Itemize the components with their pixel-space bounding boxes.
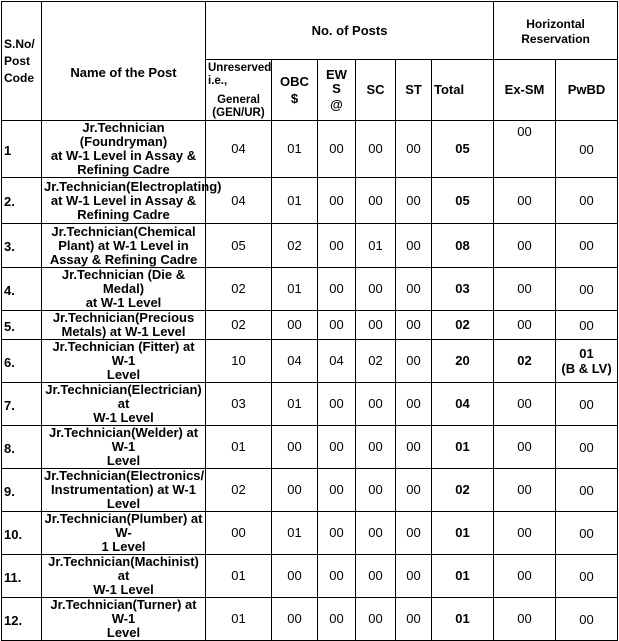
ews-cell: 00 (318, 383, 356, 426)
post-name-cell (42, 555, 206, 598)
exsm-cell: 00 (494, 383, 556, 426)
post-name-line: Jr.Technician(Electronics/ (44, 468, 205, 483)
pwbd-line: 01 (579, 346, 594, 361)
post-name-cell (42, 178, 222, 224)
ews-cell: 00 (318, 512, 356, 555)
post-code-cell: 1 (2, 121, 42, 178)
obc-cell: 00 (272, 426, 318, 469)
ur-cell: 01 (206, 555, 272, 598)
post-name-line: Level (106, 625, 141, 640)
total-cell: 03 (432, 268, 494, 311)
pwbd-line: 00 (579, 281, 594, 297)
ews-cell: 00 (318, 178, 356, 224)
obc-cell: 01 (272, 512, 318, 555)
post-name-line: Jr.Technician(Turner) at W-1 (50, 597, 197, 626)
st-cell: 00 (396, 383, 432, 426)
st-cell: 00 (396, 426, 432, 469)
pwbd-cell (556, 268, 618, 311)
post-name-cell (42, 383, 206, 426)
table-row (2, 598, 618, 641)
total-cell: 05 (432, 178, 494, 224)
post-code-cell: 6. (2, 340, 42, 383)
ews-cell: 00 (318, 426, 356, 469)
sc-cell: 00 (356, 512, 396, 555)
obc-cell: 00 (272, 555, 318, 598)
table-row (2, 426, 618, 469)
exsm-header: Ex-SM (494, 60, 556, 121)
pwbd-cell (556, 121, 618, 178)
sc-cell: 00 (356, 268, 396, 311)
table-row (2, 512, 618, 555)
exsm-cell: 00 (494, 311, 556, 340)
sno-header: S.No/ Post Code (2, 2, 42, 121)
exsm-cell: 00 (494, 268, 556, 311)
ur-cell: 04 (206, 178, 272, 224)
ur-cell: 05 (206, 224, 272, 268)
post-name-cell (42, 224, 206, 268)
total-cell: 08 (432, 224, 494, 268)
post-code-cell: 7. (2, 383, 42, 426)
post-code-cell: 11. (2, 555, 42, 598)
post-name-line: Jr.Technician (Die & Medal) (61, 267, 186, 296)
table-row (2, 469, 618, 512)
exsm-cell: 00 (494, 512, 556, 555)
posts-table (1, 1, 618, 641)
pwbd-line: 00 (579, 193, 594, 208)
ur-cell: 01 (206, 426, 272, 469)
post-name-line: Jr.Technician(Precious (52, 310, 195, 325)
pwbd-cell (556, 178, 618, 224)
ews-cell: 00 (318, 121, 356, 178)
name-header: Name of the Post (42, 2, 206, 121)
pwbd-cell (556, 512, 618, 555)
post-name-cell (42, 469, 206, 512)
total-cell: 01 (432, 555, 494, 598)
pwbd-cell (556, 311, 618, 340)
post-name-line: Jr.Technician(Chemical (51, 223, 196, 239)
st-cell: 00 (396, 469, 432, 512)
st-cell: 00 (396, 224, 432, 268)
pwbd-line: (B & LV) (561, 361, 612, 376)
st-cell: 00 (396, 311, 432, 340)
table-row (2, 311, 618, 340)
post-code-cell: 8. (2, 426, 42, 469)
pwbd-line: 00 (579, 141, 594, 157)
exsm-cell: 02 (494, 340, 556, 383)
post-code-cell: 4. (2, 268, 42, 311)
ews-cell: 00 (318, 555, 356, 598)
sc-cell: 00 (356, 121, 396, 178)
post-name-line: at W-1 Level in Assay & (50, 192, 197, 208)
obc-cell: 04 (272, 340, 318, 383)
obc-cell: 01 (272, 383, 318, 426)
pwbd-line: 00 (579, 439, 594, 455)
pwbd-cell (556, 383, 618, 426)
post-name-line: Level (106, 453, 141, 468)
total-cell: 01 (432, 598, 494, 641)
post-name-line: Jr.Technician (Fitter) at W-1 (52, 339, 195, 368)
total-cell: 01 (432, 512, 494, 555)
st-cell: 00 (396, 178, 432, 224)
sc-cell: 00 (356, 426, 396, 469)
exsm-cell: 00 (494, 224, 556, 268)
post-name-line: Plant) at W-1 Level in (58, 237, 189, 253)
post-name-line: W-1 Level (93, 410, 154, 425)
total-header: Total (432, 60, 494, 121)
total-cell: 01 (432, 426, 494, 469)
table-row (2, 224, 618, 268)
pwbd-cell (556, 340, 618, 383)
exsm-cell: 00 (494, 426, 556, 469)
post-code-cell: 5. (2, 311, 42, 340)
ews-cell: 00 (318, 268, 356, 311)
ur-cell: 02 (206, 268, 272, 311)
ur-cell: 03 (206, 383, 272, 426)
table-row (2, 383, 618, 426)
post-code-cell: 12. (2, 598, 42, 641)
sc-cell: 00 (356, 469, 396, 512)
post-name-cell (42, 268, 206, 311)
post-name-line: Jr.Technician (Foundryman) (79, 120, 168, 149)
post-name-line: Jr.Technician(Plumber) at W- (44, 511, 203, 540)
pwbd-cell (556, 224, 618, 268)
st-cell: 00 (396, 555, 432, 598)
total-cell: 20 (432, 340, 494, 383)
post-code-cell: 10. (2, 512, 42, 555)
st-cell: 00 (396, 598, 432, 641)
ur-cell: 02 (206, 311, 272, 340)
post-name-line: Jr.Technician(Electroplating) (44, 178, 222, 194)
exsm-cell: 00 (494, 178, 556, 224)
obc-cell: 01 (272, 178, 318, 224)
pwbd-line: 00 (579, 611, 594, 627)
obc-cell: 01 (272, 121, 318, 178)
post-name-cell (42, 340, 206, 383)
post-name-line: at W-1 Level in Assay & (50, 148, 197, 163)
post-name-line: at W-1 Level (85, 295, 162, 310)
obc-header: OBC $ (272, 60, 318, 121)
sc-cell: 00 (356, 383, 396, 426)
exsm-cell: 00 (494, 555, 556, 598)
st-cell: 00 (396, 512, 432, 555)
post-name-line: Jr.Technician(Machinist) at (48, 554, 199, 583)
post-name-line: Jr.Technician(Electrician) at (45, 382, 202, 411)
obc-cell: 02 (272, 224, 318, 268)
sc-cell: 00 (356, 311, 396, 340)
sc-cell: 01 (356, 224, 396, 268)
sc-cell: 00 (356, 555, 396, 598)
post-code-cell: 3. (2, 224, 42, 268)
pwbd-cell (556, 469, 618, 512)
pwbd-cell (556, 426, 618, 469)
post-code-cell: 9. (2, 469, 42, 512)
ur-cell: 01 (206, 598, 272, 641)
pwbd-cell (556, 555, 618, 598)
pwbd-line: 00 (579, 525, 594, 541)
table-row (2, 340, 618, 383)
ews-cell: 00 (318, 598, 356, 641)
total-cell: 04 (432, 383, 494, 426)
sc-cell: 00 (356, 598, 396, 641)
post-name-line: Assay & Refining Cadre (49, 251, 198, 267)
pwbd-line: 00 (579, 317, 594, 333)
horizontal-reservation-header: Horizontal Reservation (494, 2, 618, 60)
obc-cell: 00 (272, 469, 318, 512)
obc-cell: 00 (272, 311, 318, 340)
pwbd-line: 00 (579, 568, 594, 584)
ur-cell: 10 (206, 340, 272, 383)
post-name-cell (42, 598, 206, 641)
header-row-top (2, 2, 618, 60)
total-cell: 02 (432, 469, 494, 512)
sc-header: SC (356, 60, 396, 121)
post-name-line: Refining Cadre (77, 206, 170, 222)
st-cell: 00 (396, 121, 432, 178)
table-row (2, 121, 618, 178)
unreserved-header: Unreserved i.e., General (GEN/UR) (206, 60, 272, 121)
table-row (2, 555, 618, 598)
obc-cell: 00 (272, 598, 318, 641)
post-name-line: Refining Cadre (77, 162, 170, 177)
st-header: ST (396, 60, 432, 121)
exsm-cell: 00 (494, 469, 556, 512)
post-name-cell (42, 121, 206, 178)
st-cell: 00 (396, 340, 432, 383)
ews-header: EW S @ (318, 60, 356, 121)
st-cell: 00 (396, 268, 432, 311)
total-cell: 05 (432, 121, 494, 178)
post-name-line: Metals) at W-1 Level (61, 324, 186, 339)
sc-cell: 00 (356, 178, 396, 224)
post-name-line: Instrumentation) at W-1 Level (51, 482, 196, 511)
ur-cell: 00 (206, 512, 272, 555)
post-name-line: 1 Level (101, 539, 146, 554)
total-cell: 02 (432, 311, 494, 340)
pwbd-line: 00 (579, 238, 594, 253)
table-row (2, 268, 618, 311)
obc-cell: 01 (272, 268, 318, 311)
post-name-cell (42, 311, 206, 340)
ews-cell: 00 (318, 224, 356, 268)
pwbd-line: 00 (579, 482, 594, 498)
num-posts-header: No. of Posts (206, 2, 494, 60)
ur-cell: 04 (206, 121, 272, 178)
pwbd-header: PwBD (556, 60, 618, 121)
ews-cell: 00 (318, 469, 356, 512)
post-name-line: Level (106, 367, 141, 382)
post-name-cell (42, 426, 206, 469)
ews-cell: 00 (318, 311, 356, 340)
sc-cell: 02 (356, 340, 396, 383)
ews-cell: 04 (318, 340, 356, 383)
pwbd-line: 00 (579, 396, 594, 412)
exsm-cell: 00 (494, 598, 556, 641)
post-code-cell: 2. (2, 178, 42, 224)
table-row (2, 178, 618, 224)
post-name-line: Jr.Technician(Welder) at W-1 (48, 425, 199, 454)
ur-cell: 02 (206, 469, 272, 512)
post-name-line: W-1 Level (93, 582, 154, 597)
post-name-cell (42, 512, 206, 555)
pwbd-cell (556, 598, 618, 641)
exsm-cell: 00 (494, 121, 556, 178)
